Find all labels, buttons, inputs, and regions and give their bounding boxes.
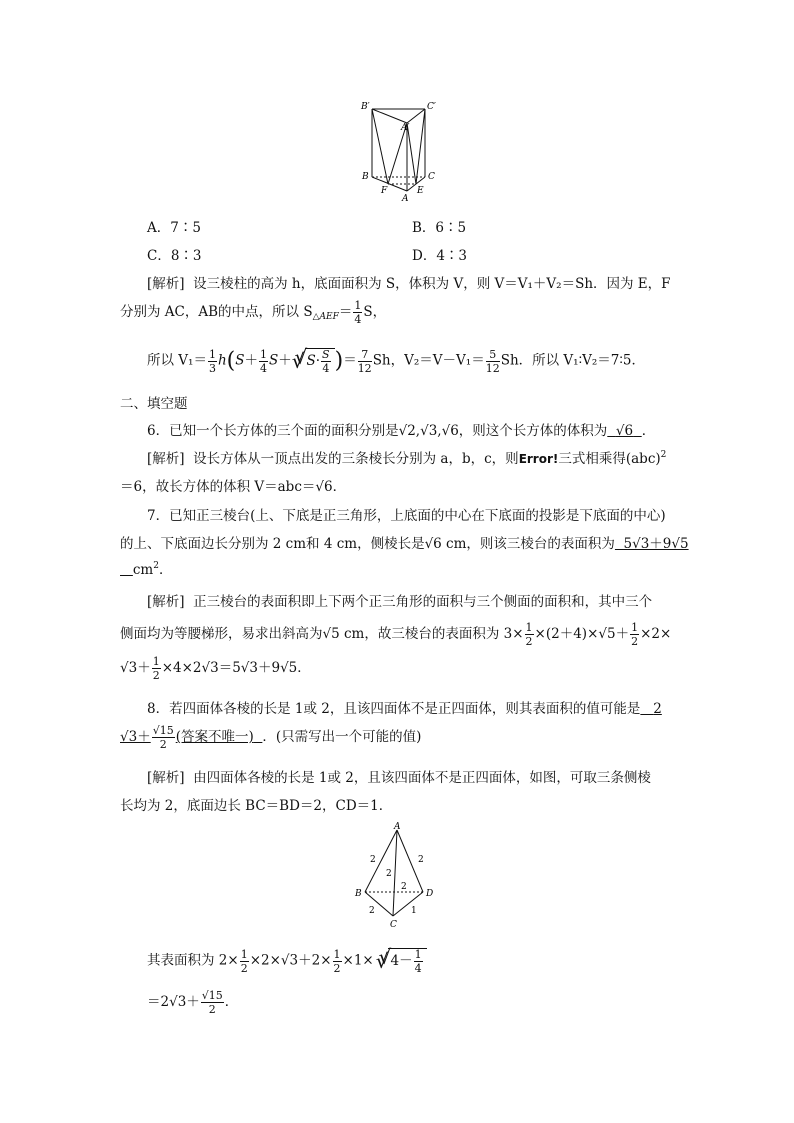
q6-stem: 6．已知一个长方体的三个面的面积分别是√2,√3,√6，则这个长方体的体积为 √6 ． [147, 423, 656, 439]
numerator: 1 [525, 621, 533, 634]
q7-unit: cm [132, 562, 154, 578]
q8-sol1: 由四面体各棱的长是 1或 2，且该四面体不是正四面体，如图，可取三条侧棱 [193, 770, 651, 786]
q8-stem1: 8．若四面体各棱的长是 1或 2，且该四面体不是正四面体，则其表面积的值可能是 [147, 701, 641, 717]
q7-sol3a: √3＋ [120, 660, 151, 676]
numerator: 1 [631, 621, 639, 634]
option-a: A．7∶5 [147, 220, 201, 236]
fraction-half-3 [152, 656, 161, 681]
q8-solution-line2: 长均为 2，底面边长 BC＝BD＝2，CD＝1． [120, 798, 393, 814]
comma: , [415, 423, 421, 439]
root-content: 4－ [390, 953, 413, 969]
solution-tag: [解析] [147, 770, 185, 786]
plus2: ＋ [278, 352, 292, 369]
fraction-half-4 [240, 949, 249, 974]
numerator: S [322, 348, 330, 361]
error-text: Error! [518, 452, 559, 466]
sup-2: 2 [153, 561, 159, 571]
var-s2: S [269, 352, 279, 369]
numerator: 1 [260, 347, 267, 361]
dot: · [315, 353, 321, 369]
label-a-prime: A′ [401, 123, 410, 133]
denominator: 2 [333, 961, 341, 975]
option-c: C．8∶3 [147, 248, 202, 264]
solution-tag: [解析] [147, 594, 185, 610]
var-s: S [235, 352, 245, 369]
sup-2: 2 [660, 450, 667, 460]
q8-answer-2a: √3＋ [120, 729, 151, 745]
numerator: 1 [414, 948, 422, 961]
q6-sol-a: 设长方体从一顶点出发的三条棱长分别为 a，b，c，则 [193, 451, 519, 467]
q5-solution-line3: 所以 V₁＝ $\frac{1}{3}$ h(S＋ $\frac{1}{4}$ S＋√√ S· $\frac{S}{4}$ )＝ $\frac{7}{12}$ Sh，V₂＝V－V₁＝ $\frac{5}{12}$ Sh．所以 V₁∶V₂＝7∶5． [147, 348, 645, 374]
q8-answer-1: 2 [653, 701, 662, 717]
q6-solution-line2: ＝6，故长方体的体积 V＝abc＝√6． [120, 479, 347, 495]
label-b: B [362, 172, 369, 182]
q7-sol2b: ×(2＋4)×√5＋ [534, 626, 630, 642]
q8-answer-note: (答案不唯一) [175, 729, 254, 745]
q7-answer-text: 5√3＋9√5 [623, 536, 689, 552]
solution-tag: [解析] [147, 451, 185, 467]
numerator: 1 [240, 947, 248, 961]
v2-expr: Sh，V₂＝V－V₁＝ [372, 352, 485, 369]
section-title: 二、填空题 [120, 396, 188, 412]
q5-sol-text1: 设三棱柱的高为 h，底面面积为 S，体积为 V，则 V＝V₁＋V₂＝Sh．因为 E，F [193, 276, 671, 292]
sqrt3: √3 [420, 423, 438, 439]
q6-answer-text: √6 [615, 423, 634, 439]
q8-answer-part2 [120, 724, 262, 751]
q8-result-b: ×2×√3＋2× [249, 952, 332, 969]
q8-result-c: ×1× [342, 952, 374, 969]
q5-sol-text2a: 分别为 AC，AB的中点，所以 S [120, 304, 313, 320]
numerator: 1 [208, 347, 216, 361]
q6-stem-a: 6．已知一个长方体的三个面的面积分别是 [147, 423, 399, 439]
q5-solution-line1 [147, 272, 671, 292]
plus: ＋ [244, 352, 258, 369]
q8-result-a: 其表面积为 2× [147, 952, 239, 969]
denominator: 12 [485, 361, 500, 375]
q6-answer [607, 423, 641, 439]
fraction-half [525, 622, 534, 647]
fraction-one-third [208, 349, 217, 374]
q8-final-b: ． [224, 994, 239, 1010]
denominator: 2 [240, 961, 248, 975]
q7-solution-line1 [147, 590, 652, 610]
edge-label-cd: 1 [411, 906, 417, 916]
vertex-d: D [426, 889, 434, 899]
comma2: , [437, 423, 442, 439]
fraction-s-4 [321, 349, 331, 374]
var-s3: S [306, 353, 316, 369]
q5-sol-text2c: S， [363, 304, 387, 320]
label-b-prime: B′ [361, 102, 370, 112]
option-d: D．4∶3 [412, 248, 468, 264]
var-h: h [217, 352, 227, 369]
edge-label-ab: 2 [370, 855, 376, 865]
tetrahedron-figure [345, 820, 445, 930]
fraction-root15-2 [152, 725, 175, 750]
q7-stem2a: 的上、下底面边长分别为 2 cm和 4 cm，侧棱长是√6 cm，则该三棱台的表面积为 [120, 536, 615, 552]
numerator: 1 [333, 947, 341, 961]
denominator: 2 [152, 669, 160, 682]
q7-sol3b: ×4×2√3＝5√3＋9√5． [161, 660, 311, 676]
q5-sol-eq: ＝ [338, 304, 353, 320]
label-c-prime: C′ [427, 102, 436, 112]
denominator: 2 [159, 738, 167, 751]
label-a: A [402, 194, 409, 204]
q7-sol1: 正三棱台的表面积即上下两个正三角形的面积与三个侧面的面积和，其中三个 [193, 594, 653, 610]
q8-solution-line1 [147, 766, 651, 786]
q7-answer [615, 536, 689, 552]
label-c: C [428, 172, 435, 182]
q7-stem-line3: $cm^2$． [132, 561, 173, 578]
numerator: 7 [358, 349, 372, 362]
edge-label-ad: 2 [418, 855, 424, 865]
q5-sol-text3: 所以 V₁＝ [147, 352, 207, 369]
denominator: 4 [354, 313, 362, 326]
fraction-one-quarter [353, 300, 362, 325]
q6-solution-line1 [147, 447, 666, 467]
denominator: 12 [357, 361, 372, 375]
numerator: √15 [152, 724, 174, 737]
q8-stem2-end: ．(只需写出一个可能的值) [262, 729, 422, 745]
q5-solution-line2 [120, 300, 386, 325]
fraction-one-quarter-2 [259, 349, 268, 374]
q8-stem-line1 [147, 697, 662, 717]
fraction-quarter-root [414, 949, 423, 974]
edge-label-bd: 2 [401, 882, 407, 892]
solution-tag: [解析] [147, 276, 185, 292]
q5-sol-sub: △AEF [312, 312, 339, 322]
q7-solution-line3 [120, 656, 311, 681]
edge-label-ac: 2 [386, 869, 392, 879]
denominator: 2 [208, 1003, 216, 1016]
q7-sol2a: 侧面均为等腰梯形，易求出斜高为√5 cm，故三棱台的表面积为 3× [120, 626, 524, 642]
fraction-5-12 [486, 349, 500, 374]
q8-result-line2 [147, 990, 238, 1015]
fraction-half-2 [630, 622, 639, 647]
fraction-7-12 [358, 349, 372, 374]
numerator: 1 [354, 299, 362, 312]
q6-sol-b: 三式相乘得(abc) [558, 451, 661, 467]
numerator: 1 [152, 655, 160, 668]
denominator: 2 [525, 635, 533, 648]
denominator: 4 [322, 362, 330, 375]
fraction-root15-2-final [201, 990, 224, 1015]
q5-sol-end: Sh．所以 V₁∶V₂＝7∶5． [500, 352, 645, 369]
sqrt6: √6 [441, 423, 459, 439]
q8-stem-line2 [120, 725, 421, 750]
q8-answer-part1 [640, 701, 661, 717]
root-s-s4 [305, 348, 335, 374]
label-e: E [417, 186, 424, 196]
q8-result-line1: 其表面积为 2× $\frac{1}{2}$ ×2×√3＋2× $\frac{1}{2}$ ×1× √√ 4－ $\frac{1}{4}$ [147, 948, 427, 974]
sqrt2: √2 [398, 423, 416, 439]
denominator: 4 [414, 962, 422, 975]
prism-figure [355, 95, 445, 205]
q6-stem-b: ，则这个长方体的体积为 [458, 423, 608, 439]
numerator: √15 [201, 989, 223, 1002]
q7-stem-line2 [120, 532, 689, 552]
denominator: 3 [208, 361, 216, 375]
q7-solution-line2 [120, 622, 671, 647]
denominator: 4 [260, 361, 267, 375]
vertex-c: C [390, 920, 397, 930]
denominator: 2 [631, 635, 639, 648]
q8-final-a: ＝2√3＋ [147, 994, 200, 1010]
numerator: 5 [486, 349, 500, 362]
fraction-half-5 [333, 949, 342, 974]
vertex-a: A [394, 822, 401, 832]
label-f: F [381, 186, 388, 196]
edge-label-bc: 2 [369, 906, 375, 916]
eq: ＝ [343, 352, 357, 369]
q7-sol2c: ×2× [640, 626, 672, 642]
vertex-b: B [355, 889, 362, 899]
q7-stem-line1: 7．已知正三棱台(上、下底是正三角形，上底面的中心在下底面的投影是下底面的中心) [147, 508, 666, 524]
option-b: B．6∶5 [412, 220, 467, 236]
root-4-minus-quarter [388, 948, 426, 974]
